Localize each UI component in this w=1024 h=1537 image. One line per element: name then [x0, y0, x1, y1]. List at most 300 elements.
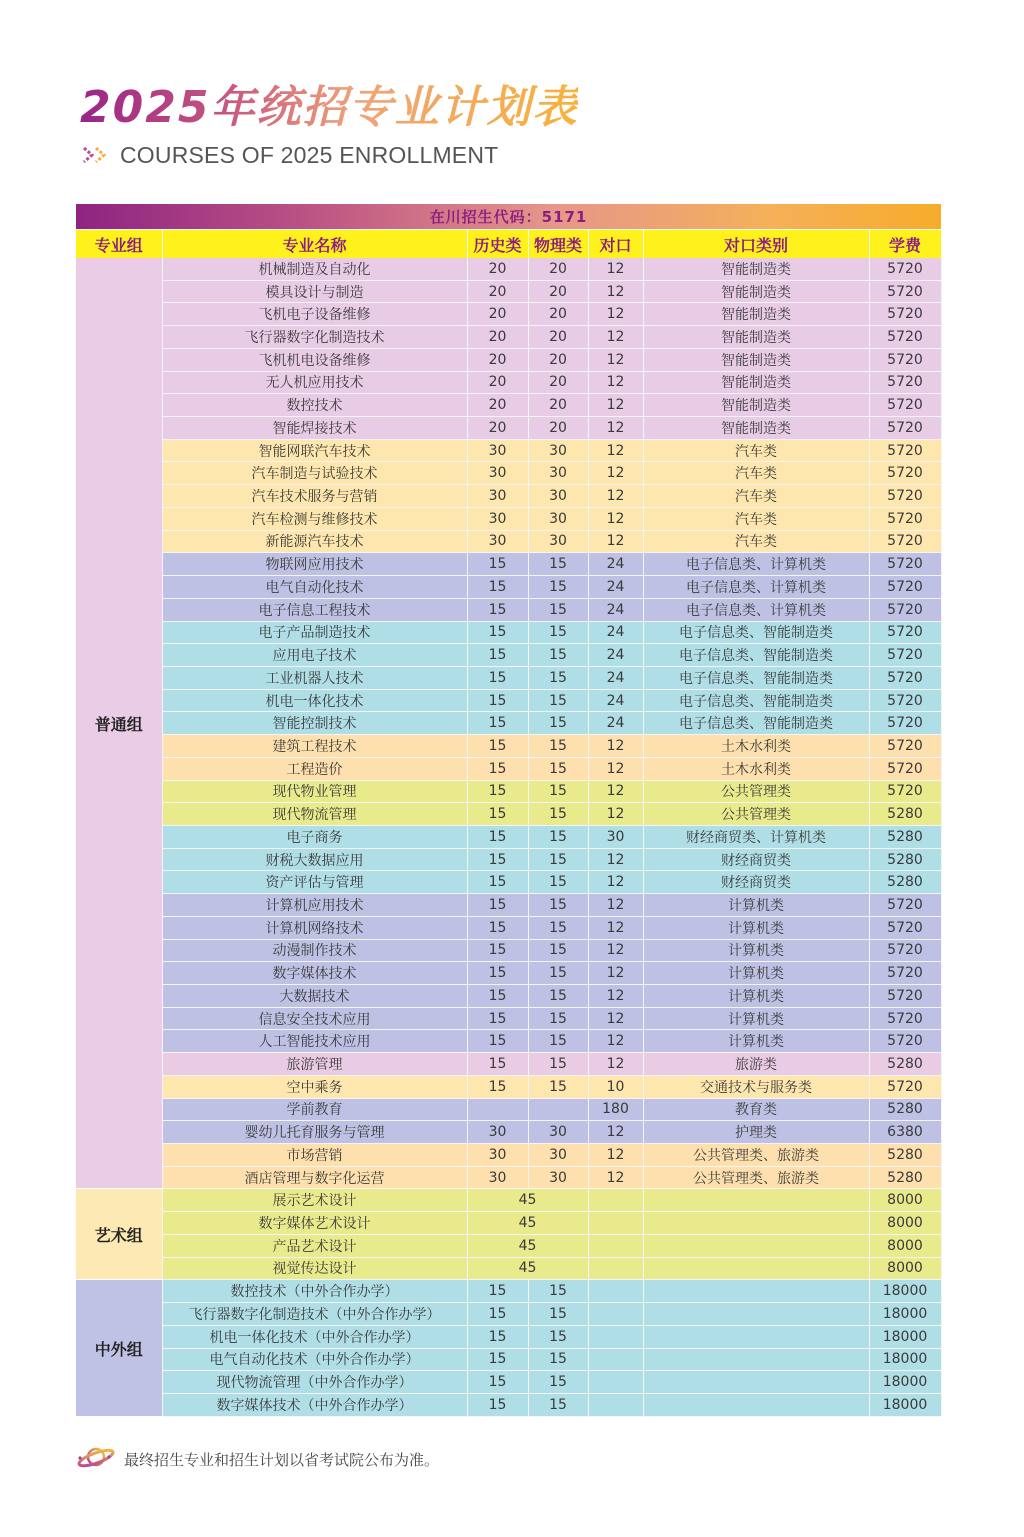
table-row	[76, 666, 941, 689]
physics-cell: 30	[528, 1166, 588, 1189]
table-row	[76, 1121, 941, 1144]
physics-cell: 15	[528, 894, 588, 917]
header-group: 专业组	[76, 230, 162, 259]
duikou-category-cell: 计算机类	[643, 916, 869, 939]
history-cell: 20	[467, 348, 528, 371]
duikou-category-cell	[643, 1234, 869, 1257]
fee-cell: 5720	[869, 303, 941, 326]
duikou-cell: 12	[588, 1166, 643, 1189]
duikou-cell	[588, 1371, 643, 1394]
fee-cell: 5280	[869, 871, 941, 894]
footnote-text: 最终招生专业和招生计划以省考试院公布为准。	[124, 1450, 440, 1469]
physics-cell: 15	[528, 825, 588, 848]
fee-cell: 5720	[869, 553, 941, 576]
history-cell: 15	[467, 1007, 528, 1030]
major-cell: 无人机应用技术	[162, 371, 467, 394]
subtitle-text: COURSES OF 2025 ENROLLMENT	[120, 141, 499, 168]
header-major: 专业名称	[162, 230, 467, 259]
major-cell: 智能焊接技术	[162, 417, 467, 440]
table-row	[76, 916, 941, 939]
history-cell: 20	[467, 303, 528, 326]
fee-cell: 5720	[869, 530, 941, 553]
major-cell: 产品艺术设计	[162, 1234, 467, 1257]
duikou-cell	[588, 1303, 643, 1326]
duikou-category-cell: 财经商贸类	[643, 848, 869, 871]
duikou-category-cell	[643, 1189, 869, 1212]
enrollment-code: 在川招生代码：5171	[429, 208, 588, 226]
fee-cell: 5280	[869, 803, 941, 826]
physics-cell: 15	[528, 962, 588, 985]
physics-cell: 15	[528, 576, 588, 599]
major-cell: 现代物流管理（中外合作办学）	[162, 1371, 467, 1394]
history-cell: 15	[467, 894, 528, 917]
table-row	[76, 576, 941, 599]
table-row	[76, 485, 941, 508]
physics-cell: 15	[528, 871, 588, 894]
duikou-cell: 24	[588, 712, 643, 735]
duikou-cell: 12	[588, 985, 643, 1008]
physics-cell: 30	[528, 1144, 588, 1167]
major-cell: 电子商务	[162, 825, 467, 848]
major-cell: 数字媒体艺术设计	[162, 1212, 467, 1235]
major-cell: 机电一体化技术	[162, 689, 467, 712]
duikou-cell	[588, 1234, 643, 1257]
major-cell: 资产评估与管理	[162, 871, 467, 894]
duikou-category-cell: 电子信息类、智能制造类	[643, 666, 869, 689]
duikou-cell: 24	[588, 644, 643, 667]
duikou-cell: 12	[588, 939, 643, 962]
table-row	[76, 1189, 941, 1212]
history-cell: 15	[467, 825, 528, 848]
duikou-cell: 12	[588, 530, 643, 553]
duikou-category-cell: 电子信息类、智能制造类	[643, 621, 869, 644]
table-row	[76, 1234, 941, 1257]
table-row	[76, 689, 941, 712]
fee-cell: 5720	[869, 326, 941, 349]
physics-cell: 15	[528, 712, 588, 735]
header-fee: 学费	[869, 230, 941, 259]
physics-cell: 20	[528, 371, 588, 394]
table-row	[76, 417, 941, 440]
physics-cell: 20	[528, 326, 588, 349]
duikou-category-cell	[643, 1325, 869, 1348]
history-cell: 30	[467, 1144, 528, 1167]
physics-cell: 15	[528, 985, 588, 1008]
duikou-category-cell: 计算机类	[643, 939, 869, 962]
physics-cell: 30	[528, 530, 588, 553]
duikou-category-cell: 智能制造类	[643, 303, 869, 326]
history-cell: 15	[467, 1325, 528, 1348]
history-cell: 15	[467, 1371, 528, 1394]
major-cell: 大数据技术	[162, 985, 467, 1008]
duikou-category-cell: 土木水利类	[643, 735, 869, 758]
duikou-category-cell	[643, 1371, 869, 1394]
history-cell: 15	[467, 576, 528, 599]
duikou-category-cell: 汽车类	[643, 507, 869, 530]
score-combined-cell: 45	[467, 1257, 588, 1280]
table-row	[76, 530, 941, 553]
history-cell: 15	[467, 916, 528, 939]
duikou-category-cell: 智能制造类	[643, 258, 869, 280]
physics-cell: 15	[528, 1053, 588, 1076]
major-cell: 工业机器人技术	[162, 666, 467, 689]
fee-cell: 5720	[869, 757, 941, 780]
duikou-category-cell: 智能制造类	[643, 417, 869, 440]
physics-cell: 30	[528, 462, 588, 485]
major-cell: 计算机网络技术	[162, 916, 467, 939]
fee-cell: 5720	[869, 939, 941, 962]
fee-cell: 18000	[869, 1393, 941, 1416]
major-cell: 展示艺术设计	[162, 1189, 467, 1212]
table-row	[76, 439, 941, 462]
table-row	[76, 1053, 941, 1076]
duikou-category-cell: 公共管理类、旅游类	[643, 1166, 869, 1189]
fee-cell: 5720	[869, 689, 941, 712]
duikou-cell: 10	[588, 1075, 643, 1098]
table-row	[76, 1166, 941, 1189]
duikou-cell: 24	[588, 666, 643, 689]
history-cell	[467, 1098, 528, 1121]
major-cell: 机械制造及自动化	[162, 258, 467, 280]
duikou-cell: 24	[588, 576, 643, 599]
physics-cell: 15	[528, 1075, 588, 1098]
table-row	[76, 1212, 941, 1235]
enrollment-table	[76, 204, 941, 1417]
duikou-category-cell: 汽车类	[643, 485, 869, 508]
table-row	[76, 507, 941, 530]
score-combined-cell: 45	[467, 1234, 588, 1257]
group-name-cell: 普通组	[76, 258, 162, 1189]
history-cell: 30	[467, 1121, 528, 1144]
major-cell: 电气自动化技术（中外合作办学）	[162, 1348, 467, 1371]
duikou-cell: 12	[588, 780, 643, 803]
physics-cell: 20	[528, 280, 588, 303]
duikou-category-cell: 电子信息类、计算机类	[643, 553, 869, 576]
table-row	[76, 326, 941, 349]
physics-cell: 15	[528, 689, 588, 712]
major-cell: 电子信息工程技术	[162, 598, 467, 621]
table-row	[76, 348, 941, 371]
duikou-category-cell: 智能制造类	[643, 371, 869, 394]
fee-cell: 5280	[869, 848, 941, 871]
table-row	[76, 598, 941, 621]
table-row	[76, 280, 941, 303]
history-cell: 30	[467, 485, 528, 508]
major-cell: 视觉传达设计	[162, 1257, 467, 1280]
history-cell: 20	[467, 394, 528, 417]
duikou-category-cell: 土木水利类	[643, 757, 869, 780]
duikou-cell: 12	[588, 848, 643, 871]
duikou-cell	[588, 1393, 643, 1416]
history-cell: 20	[467, 371, 528, 394]
table-row	[76, 303, 941, 326]
table-row	[76, 462, 941, 485]
fee-cell: 18000	[869, 1280, 941, 1303]
duikou-category-cell: 汽车类	[643, 439, 869, 462]
major-cell: 旅游管理	[162, 1053, 467, 1076]
history-cell: 15	[467, 848, 528, 871]
fee-cell: 5720	[869, 644, 941, 667]
duikou-cell	[588, 1189, 643, 1212]
history-cell: 15	[467, 644, 528, 667]
major-cell: 汽车技术服务与营销	[162, 485, 467, 508]
history-cell: 15	[467, 689, 528, 712]
history-cell: 30	[467, 1166, 528, 1189]
duikou-cell: 24	[588, 553, 643, 576]
history-cell: 30	[467, 462, 528, 485]
history-cell: 15	[467, 1280, 528, 1303]
duikou-category-cell	[643, 1348, 869, 1371]
major-cell: 人工智能技术应用	[162, 1030, 467, 1053]
table-row	[76, 1280, 941, 1303]
duikou-category-cell: 电子信息类、智能制造类	[643, 644, 869, 667]
fee-cell: 5720	[869, 735, 941, 758]
major-cell: 数字媒体技术	[162, 962, 467, 985]
table-row	[76, 644, 941, 667]
duikou-category-cell	[643, 1303, 869, 1326]
table-row	[76, 1371, 941, 1394]
history-cell: 20	[467, 280, 528, 303]
physics-cell: 15	[528, 1371, 588, 1394]
major-cell: 飞机机电设备维修	[162, 348, 467, 371]
duikou-category-cell: 智能制造类	[643, 280, 869, 303]
fee-cell: 5280	[869, 1144, 941, 1167]
fee-cell: 18000	[869, 1348, 941, 1371]
major-cell: 飞机电子设备维修	[162, 303, 467, 326]
major-cell: 数字媒体技术（中外合作办学）	[162, 1393, 467, 1416]
history-cell: 15	[467, 962, 528, 985]
duikou-cell: 12	[588, 962, 643, 985]
page-title: 2025年统招专业计划表	[80, 80, 578, 136]
duikou-cell	[588, 1325, 643, 1348]
table-row	[76, 1098, 941, 1121]
history-cell: 15	[467, 1030, 528, 1053]
history-cell: 15	[467, 1348, 528, 1371]
fee-cell: 18000	[869, 1371, 941, 1394]
duikou-cell: 12	[588, 871, 643, 894]
major-cell: 现代物业管理	[162, 780, 467, 803]
table-row	[76, 803, 941, 826]
duikou-cell	[588, 1212, 643, 1235]
duikou-cell: 12	[588, 485, 643, 508]
duikou-category-cell: 计算机类	[643, 962, 869, 985]
major-cell: 电子产品制造技术	[162, 621, 467, 644]
major-cell: 空中乘务	[162, 1075, 467, 1098]
major-cell: 飞行器数字化制造技术（中外合作办学）	[162, 1303, 467, 1326]
major-cell: 财税大数据应用	[162, 848, 467, 871]
duikou-cell	[588, 1257, 643, 1280]
physics-cell: 15	[528, 939, 588, 962]
physics-cell: 15	[528, 1007, 588, 1030]
fee-cell: 5720	[869, 462, 941, 485]
fee-cell: 5720	[869, 507, 941, 530]
duikou-category-cell	[643, 1393, 869, 1416]
table-row	[76, 553, 941, 576]
physics-cell: 15	[528, 803, 588, 826]
physics-cell: 15	[528, 644, 588, 667]
fee-cell: 18000	[869, 1325, 941, 1348]
fee-cell: 5720	[869, 1007, 941, 1030]
fee-cell: 5280	[869, 825, 941, 848]
history-cell: 15	[467, 553, 528, 576]
duikou-category-cell: 公共管理类	[643, 780, 869, 803]
physics-cell: 20	[528, 417, 588, 440]
physics-cell: 30	[528, 507, 588, 530]
duikou-cell: 12	[588, 916, 643, 939]
duikou-cell	[588, 1348, 643, 1371]
major-cell: 汽车检测与维修技术	[162, 507, 467, 530]
table-header-row	[76, 230, 941, 259]
table-row	[76, 1075, 941, 1098]
fee-cell: 5720	[869, 394, 941, 417]
duikou-category-cell: 电子信息类、智能制造类	[643, 689, 869, 712]
planet-icon	[76, 1444, 116, 1474]
footnote	[76, 1444, 439, 1474]
major-cell: 电气自动化技术	[162, 576, 467, 599]
physics-cell: 15	[528, 666, 588, 689]
physics-cell: 15	[528, 1280, 588, 1303]
duikou-cell: 24	[588, 598, 643, 621]
history-cell: 15	[467, 666, 528, 689]
physics-cell: 15	[528, 780, 588, 803]
table-row	[76, 962, 941, 985]
duikou-category-cell: 财经商贸类	[643, 871, 869, 894]
physics-cell: 30	[528, 485, 588, 508]
duikou-category-cell: 教育类	[643, 1098, 869, 1121]
table-row	[76, 621, 941, 644]
major-cell: 应用电子技术	[162, 644, 467, 667]
table-row	[76, 1348, 941, 1371]
history-cell: 15	[467, 621, 528, 644]
duikou-category-cell: 汽车类	[643, 530, 869, 553]
duikou-category-cell: 电子信息类、计算机类	[643, 598, 869, 621]
physics-cell: 20	[528, 303, 588, 326]
physics-cell: 30	[528, 1121, 588, 1144]
history-cell: 15	[467, 712, 528, 735]
fee-cell: 5720	[869, 780, 941, 803]
duikou-category-cell: 计算机类	[643, 894, 869, 917]
duikou-cell: 12	[588, 1144, 643, 1167]
group-name-cell: 中外组	[76, 1280, 162, 1416]
duikou-cell: 12	[588, 1030, 643, 1053]
duikou-cell: 180	[588, 1098, 643, 1121]
history-cell: 15	[467, 1303, 528, 1326]
history-cell: 15	[467, 1053, 528, 1076]
duikou-category-cell	[643, 1212, 869, 1235]
duikou-category-cell: 计算机类	[643, 1030, 869, 1053]
major-cell: 信息安全技术应用	[162, 1007, 467, 1030]
duikou-cell: 12	[588, 439, 643, 462]
duikou-cell: 12	[588, 462, 643, 485]
fee-cell: 5720	[869, 894, 941, 917]
physics-cell: 15	[528, 1325, 588, 1348]
major-cell: 新能源汽车技术	[162, 530, 467, 553]
duikou-category-cell: 旅游类	[643, 1053, 869, 1076]
table-row	[76, 939, 941, 962]
history-cell: 15	[467, 1075, 528, 1098]
physics-cell: 15	[528, 1348, 588, 1371]
history-cell: 30	[467, 507, 528, 530]
table-row	[76, 985, 941, 1008]
physics-cell: 15	[528, 757, 588, 780]
physics-cell: 15	[528, 735, 588, 758]
fee-cell: 5720	[869, 712, 941, 735]
table-row	[76, 1393, 941, 1416]
duikou-category-cell: 智能制造类	[643, 326, 869, 349]
header-history: 历史类	[467, 230, 528, 259]
fee-cell: 5720	[869, 666, 941, 689]
duikou-cell	[588, 1280, 643, 1303]
duikou-category-cell	[643, 1280, 869, 1303]
history-cell: 15	[467, 939, 528, 962]
fee-cell: 5720	[869, 962, 941, 985]
major-cell: 智能网联汽车技术	[162, 439, 467, 462]
fee-cell: 8000	[869, 1257, 941, 1280]
subtitle	[80, 140, 498, 170]
physics-cell: 15	[528, 1030, 588, 1053]
header-duikou: 对口	[588, 230, 643, 259]
duikou-cell: 12	[588, 757, 643, 780]
fee-cell: 5720	[869, 598, 941, 621]
enrollment-code-bar	[76, 204, 941, 229]
fee-cell: 5720	[869, 258, 941, 280]
major-cell: 模具设计与制造	[162, 280, 467, 303]
major-cell: 学前教育	[162, 1098, 467, 1121]
duikou-category-cell: 汽车类	[643, 462, 869, 485]
major-cell: 计算机应用技术	[162, 894, 467, 917]
fee-cell: 5720	[869, 371, 941, 394]
major-cell: 飞行器数字化制造技术	[162, 326, 467, 349]
physics-cell: 15	[528, 1303, 588, 1326]
physics-cell: 15	[528, 916, 588, 939]
duikou-cell: 30	[588, 825, 643, 848]
history-cell: 20	[467, 417, 528, 440]
header-physics: 物理类	[528, 230, 588, 259]
fee-cell: 8000	[869, 1212, 941, 1235]
duikou-cell: 12	[588, 371, 643, 394]
duikou-cell: 12	[588, 394, 643, 417]
duikou-cell: 12	[588, 348, 643, 371]
duikou-cell: 12	[588, 417, 643, 440]
history-cell: 15	[467, 985, 528, 1008]
group-name-cell: 艺术组	[76, 1189, 162, 1280]
fee-cell: 5720	[869, 621, 941, 644]
major-cell: 数控技术（中外合作办学）	[162, 1280, 467, 1303]
table-row	[76, 780, 941, 803]
duikou-cell: 12	[588, 326, 643, 349]
major-cell: 建筑工程技术	[162, 735, 467, 758]
major-cell: 数控技术	[162, 394, 467, 417]
major-cell: 现代物流管理	[162, 803, 467, 826]
fee-cell: 5720	[869, 576, 941, 599]
major-cell: 汽车制造与试验技术	[162, 462, 467, 485]
history-cell: 15	[467, 1393, 528, 1416]
duikou-cell: 12	[588, 1007, 643, 1030]
duikou-category-cell: 交通技术与服务类	[643, 1075, 869, 1098]
major-cell: 机电一体化技术（中外合作办学）	[162, 1325, 467, 1348]
physics-cell: 30	[528, 439, 588, 462]
score-combined-cell: 45	[467, 1189, 588, 1212]
physics-cell: 15	[528, 1393, 588, 1416]
table-row	[76, 757, 941, 780]
duikou-category-cell: 计算机类	[643, 985, 869, 1008]
score-combined-cell: 45	[467, 1212, 588, 1235]
fee-cell: 18000	[869, 1303, 941, 1326]
physics-cell: 15	[528, 553, 588, 576]
table-row	[76, 258, 941, 280]
table-row	[76, 894, 941, 917]
history-cell: 30	[467, 439, 528, 462]
